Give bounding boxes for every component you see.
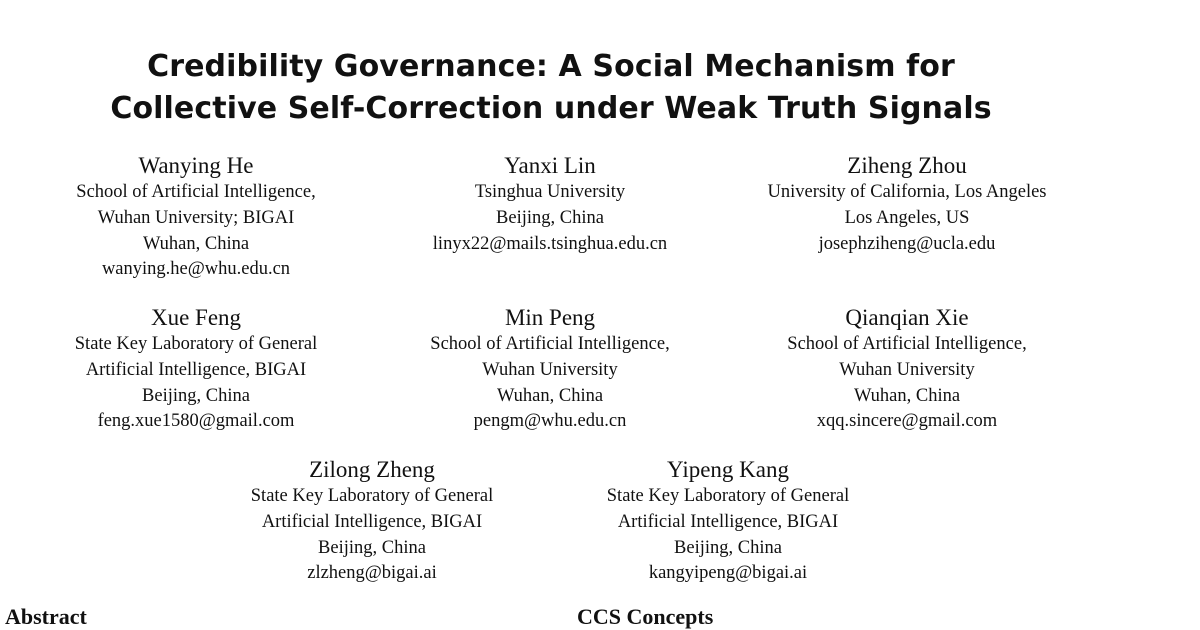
paper-title-line-1: Credibility Governance: A Social Mechanism for <box>147 49 955 84</box>
author-email: wanying.he@whu.edu.cn <box>101 259 291 280</box>
author-location: Los Angeles, US <box>844 207 970 228</box>
author-block-ziheng-zhou <box>740 152 1074 257</box>
author-affiliation: Artificial Intelligence, BIGAI <box>261 511 483 532</box>
author-affiliation: Artificial Intelligence, BIGAI <box>617 511 839 532</box>
author-name: Ziheng Zhou <box>847 153 967 178</box>
author-affiliation: School of Artificial Intelligence, <box>430 334 670 354</box>
author-email: xqq.sincere@gmail.com <box>816 411 998 432</box>
author-email: kangyipeng@bigai.ai <box>648 563 808 584</box>
author-affiliation: State Key Laboratory of General <box>606 486 850 506</box>
author-email: feng.xue1580@gmail.com <box>97 411 295 432</box>
author-affiliation: Artificial Intelligence, BIGAI <box>85 359 307 380</box>
author-block-zilong-zheng <box>212 456 532 587</box>
author-affiliation: School of Artificial Intelligence, <box>787 334 1027 354</box>
author-block-yipeng-kang <box>568 456 888 587</box>
author-block-wanying-he <box>36 152 356 283</box>
author-affiliation: School of Artificial Intelligence, <box>76 182 316 202</box>
author-name: Yanxi Lin <box>504 153 596 178</box>
author-affiliation: Wuhan University <box>839 359 975 380</box>
abstract-heading: Abstract <box>5 604 87 629</box>
author-affiliation: State Key Laboratory of General <box>74 334 318 354</box>
author-name: Yipeng Kang <box>666 457 789 482</box>
author-email: josephziheng@ucla.edu <box>818 233 996 254</box>
author-block-yanxi-lin <box>390 152 710 257</box>
author-location: Beijing, China <box>318 537 426 558</box>
author-affiliation: Wuhan University; BIGAI <box>97 207 295 228</box>
author-email: zlzheng@bigai.ai <box>307 563 437 584</box>
paper-title-line-2: Collective Self-Correction under Weak Truth Signals <box>110 91 992 126</box>
author-email: linyx22@mails.tsinghua.edu.cn <box>432 233 668 254</box>
author-block-xue-feng <box>36 304 356 435</box>
author-name: Min Peng <box>504 305 596 330</box>
author-affiliation: Tsinghua University <box>474 182 626 202</box>
author-name: Qianqian Xie <box>845 305 969 330</box>
author-name: Zilong Zheng <box>309 457 435 482</box>
ccs-concepts-heading: CCS Concepts <box>577 604 714 629</box>
author-location: Beijing, China <box>674 537 782 558</box>
author-block-qianqian-xie <box>740 304 1074 435</box>
author-block-min-peng <box>390 304 710 435</box>
author-location: Wuhan, China <box>853 385 961 406</box>
paper-title <box>0 46 1102 130</box>
author-name: Wanying He <box>138 153 254 178</box>
author-affiliation: University of California, Los Angeles <box>767 182 1047 202</box>
author-location: Beijing, China <box>496 207 604 228</box>
author-name: Xue Feng <box>150 305 242 330</box>
author-location: Wuhan, China <box>496 385 604 406</box>
author-affiliation: State Key Laboratory of General <box>250 486 494 506</box>
author-email: pengm@whu.edu.cn <box>473 411 627 432</box>
author-affiliation: Wuhan University <box>482 359 618 380</box>
author-location: Wuhan, China <box>142 233 250 254</box>
author-location: Beijing, China <box>142 385 250 406</box>
